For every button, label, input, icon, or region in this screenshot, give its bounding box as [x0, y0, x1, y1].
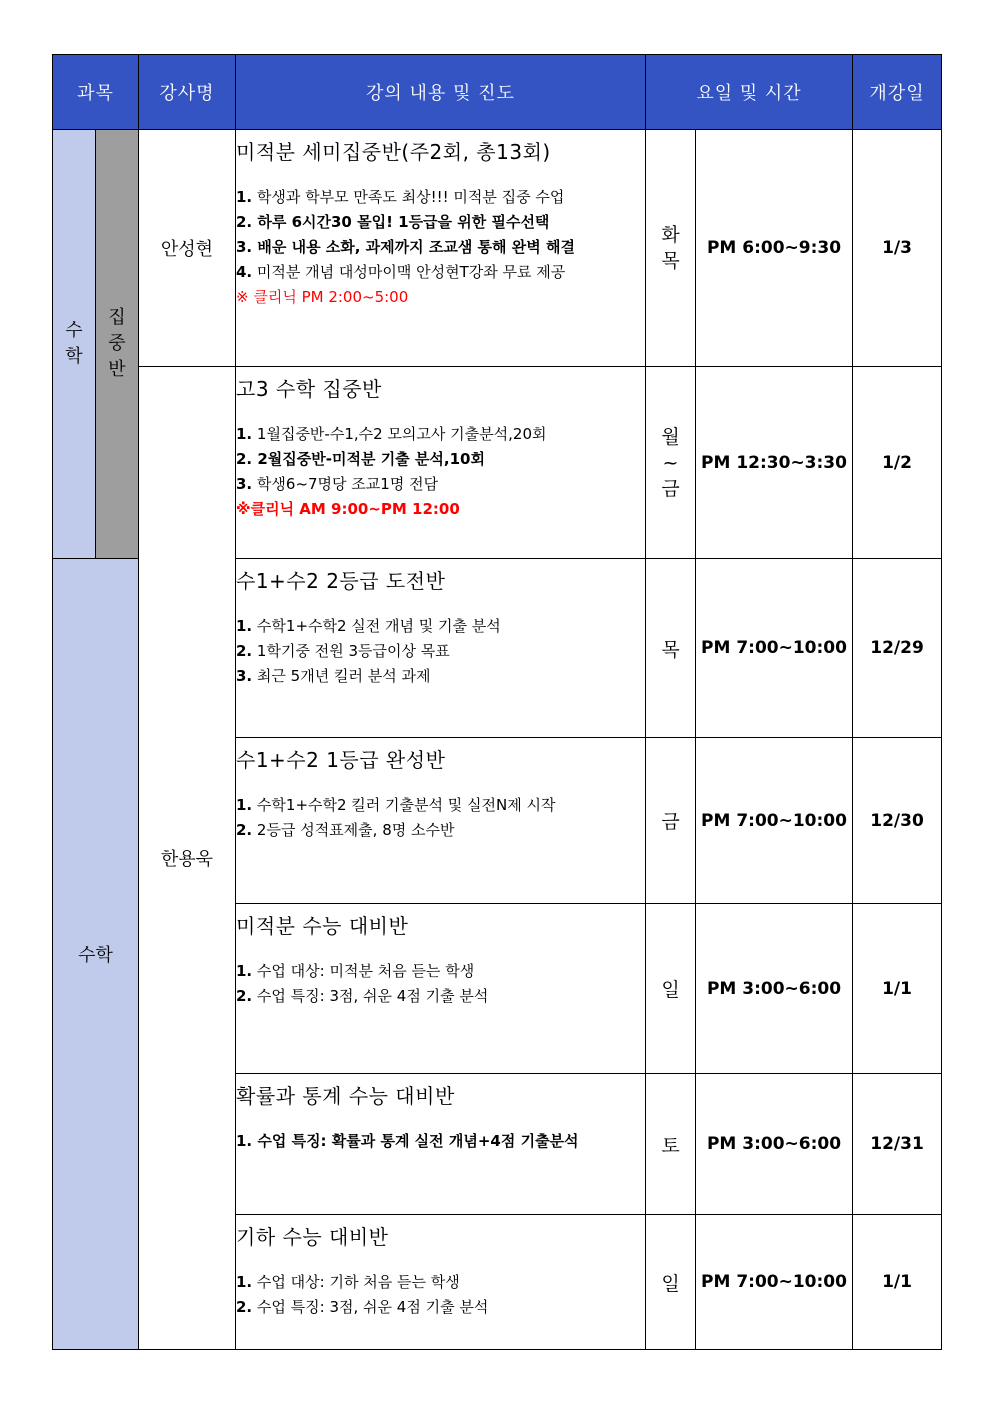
subject-char: 집 — [108, 307, 126, 328]
course-line: 3. 배운 내용 소화, 과제까지 조교샘 통해 완벽 해결 — [236, 238, 575, 256]
time-cell: PM 12:30~3:30 — [696, 367, 853, 559]
subject-char: 수 — [65, 320, 83, 341]
course-title: 확률과 통계 수능 대비반 — [236, 1084, 455, 1108]
day-cell — [646, 367, 696, 559]
course-line: 1. 수학1+수학2 실전 개념 및 기출 분석 — [236, 617, 501, 635]
day-cell: 일 — [646, 1215, 696, 1350]
open-date-cell: 1/1 — [853, 1215, 942, 1350]
open-date-cell: 12/29 — [853, 559, 942, 738]
course-line: 2. 2등급 성적표제출, 8명 소수반 — [236, 821, 455, 839]
schedule-table — [52, 54, 942, 1350]
time-cell: PM 3:00~6:00 — [696, 1074, 853, 1215]
course-line: 3. 학생6~7명당 조교1명 전담 — [236, 475, 439, 493]
day-cell: 금 — [646, 738, 696, 904]
day-cell: 토 — [646, 1074, 696, 1215]
open-date-cell: 12/30 — [853, 738, 942, 904]
day-cell — [646, 130, 696, 367]
open-date-cell: 1/3 — [853, 130, 942, 367]
table-row — [53, 367, 942, 559]
course-content — [236, 559, 646, 738]
course-content — [236, 1215, 646, 1350]
course-title: 수1+수2 1등급 완성반 — [236, 748, 446, 772]
course-title: 고3 수학 집중반 — [236, 377, 382, 401]
open-date-cell: 1/2 — [853, 367, 942, 559]
course-line: 1. 수업 대상: 기하 처음 듣는 학생 — [236, 1273, 460, 1291]
day-cell: 목 — [646, 559, 696, 738]
day-char: 화 — [661, 224, 680, 246]
course-content — [236, 130, 646, 367]
course-line: 1. 1월집중반-수1,수2 모의고사 기출분석,20회 — [236, 425, 547, 443]
day-char: ~ — [662, 451, 679, 474]
time-cell: PM 7:00~10:00 — [696, 1215, 853, 1350]
subject-char: 중 — [108, 333, 126, 354]
course-content — [236, 738, 646, 904]
course-line: 2. 수업 특징: 3점, 쉬운 4점 기출 분석 — [236, 1298, 489, 1316]
subject-math-cell — [53, 130, 96, 559]
course-line: 1. 학생과 학부모 만족도 최상!!! 미적분 집중 수업 — [236, 188, 565, 206]
course-title: 수1+수2 2등급 도전반 — [236, 569, 446, 593]
course-line: 3. 최근 5개년 킬러 분석 과제 — [236, 667, 431, 685]
header-subject: 과목 — [53, 55, 139, 130]
subject-char: 학 — [65, 346, 83, 367]
clinic-note: ※클리닉 AM 9:00~PM 12:00 — [236, 500, 460, 518]
course-title: 미적분 수능 대비반 — [236, 914, 409, 938]
course-line: 2. 2월집중반-미적분 기출 분석,10회 — [236, 450, 485, 468]
course-content — [236, 367, 646, 559]
course-line: 2. 수업 특징: 3점, 쉬운 4점 기출 분석 — [236, 987, 489, 1005]
day-char: 목 — [661, 250, 680, 272]
course-line: 4. 미적분 개념 대성마이맥 안성현T강좌 무료 제공 — [236, 263, 566, 281]
time-cell: PM 7:00~10:00 — [696, 738, 853, 904]
clinic-note: ※ 클리닉 PM 2:00~5:00 — [236, 288, 409, 306]
course-title: 미적분 세미집중반(주2회, 총13회) — [236, 140, 551, 164]
header-content: 강의 내용 및 진도 — [236, 55, 646, 130]
subject-intensive-cell — [96, 130, 139, 559]
day-char: 월 — [661, 425, 680, 448]
time-cell: PM 7:00~10:00 — [696, 559, 853, 738]
course-title: 기하 수능 대비반 — [236, 1225, 389, 1249]
header-row — [53, 55, 942, 130]
time-cell: PM 3:00~6:00 — [696, 904, 853, 1074]
course-content — [236, 904, 646, 1074]
course-line: 2. 1학기중 전원 3등급이상 목표 — [236, 642, 450, 660]
header-schedule: 요일 및 시간 — [646, 55, 853, 130]
time-cell: PM 6:00~9:30 — [696, 130, 853, 367]
course-line: 1. 수학1+수학2 킬러 기출분석 및 실전N제 시작 — [236, 796, 556, 814]
day-cell: 일 — [646, 904, 696, 1074]
course-line: 1. 수업 특징: 확률과 통계 실전 개념+4점 기출분석 — [236, 1132, 579, 1150]
day-char: 금 — [661, 477, 680, 500]
table-row — [53, 130, 942, 367]
course-line: 1. 수업 대상: 미적분 처음 듣는 학생 — [236, 962, 475, 980]
header-teacher: 강사명 — [139, 55, 236, 130]
header-open-date: 개강일 — [853, 55, 942, 130]
open-date-cell: 1/1 — [853, 904, 942, 1074]
open-date-cell: 12/31 — [853, 1074, 942, 1215]
course-content — [236, 1074, 646, 1215]
subject-char: 반 — [108, 359, 126, 380]
subject-math-cell: 수학 — [53, 559, 139, 1350]
teacher-cell: 안성현 — [139, 130, 236, 367]
course-line: 2. 하루 6시간30 몰입! 1등급을 위한 필수선택 — [236, 213, 550, 231]
teacher-cell: 한용욱 — [139, 367, 236, 1350]
